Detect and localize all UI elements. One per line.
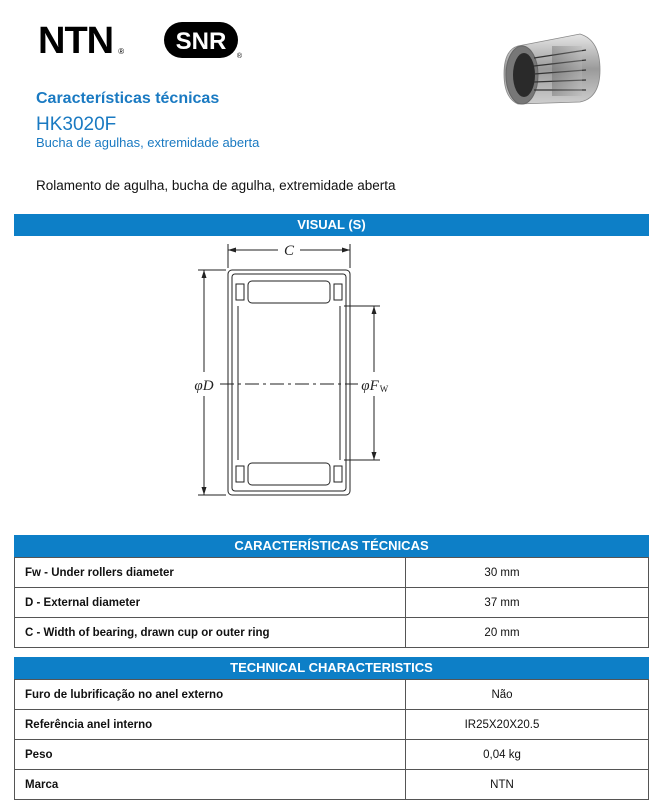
table-row	[15, 710, 649, 740]
spec-value: 0,04 kg	[406, 740, 649, 770]
dim-d-label: φD	[194, 378, 214, 394]
model-number: HK3020F	[36, 114, 117, 135]
bearing-product-image	[500, 28, 610, 108]
ntn-logo-text: NTN	[38, 20, 114, 62]
spec-key: C - Width of bearing, drawn cup or outer ring	[15, 618, 406, 648]
table-row	[15, 680, 649, 710]
spec-key: Furo de lubrificação no anel externo	[15, 680, 406, 710]
table-row	[15, 558, 649, 588]
snr-registered-mark: ®	[236, 53, 242, 60]
table-row	[15, 618, 649, 648]
spec-key: Peso	[15, 740, 406, 770]
dim-fw-subscript: W	[379, 384, 389, 394]
visual-section-header: VISUAL (S)	[14, 214, 649, 236]
product-subtitle: Bucha de agulhas, extremidade aberta	[36, 135, 260, 150]
spec-value: 37 mm	[406, 588, 649, 618]
technical-table	[14, 679, 649, 800]
spec-value: IR25X20X20.5	[406, 710, 649, 740]
ntn-logo	[38, 20, 124, 62]
table-row	[15, 770, 649, 800]
product-description: Rolamento de agulha, bucha de agulha, extremidade aberta	[36, 178, 396, 193]
spec-key: Fw - Under rollers diameter	[15, 558, 406, 588]
spec-value: Não	[406, 680, 649, 710]
characteristics-table	[14, 557, 649, 648]
spec-key: D - External diameter	[15, 588, 406, 618]
snr-logo	[162, 18, 244, 62]
spec-value: NTN	[406, 770, 649, 800]
spec-value: 30 mm	[406, 558, 649, 588]
dim-fw-label: φF	[361, 378, 379, 394]
spec-key: Referência anel interno	[15, 710, 406, 740]
spec-value: 20 mm	[406, 618, 649, 648]
table-row	[15, 588, 649, 618]
technical-section-header: TECHNICAL CHARACTERISTICS	[14, 657, 649, 679]
ntn-registered-mark: ®	[118, 47, 124, 56]
table-row	[15, 740, 649, 770]
page-title: Características técnicas	[36, 90, 220, 107]
bearing-dimension-drawing	[180, 238, 420, 500]
characteristics-section-header: CARACTERÍSTICAS TÉCNICAS	[14, 535, 649, 557]
snr-logo-text: SNR	[175, 28, 227, 55]
dim-c-label: C	[283, 243, 295, 259]
spec-key: Marca	[15, 770, 406, 800]
